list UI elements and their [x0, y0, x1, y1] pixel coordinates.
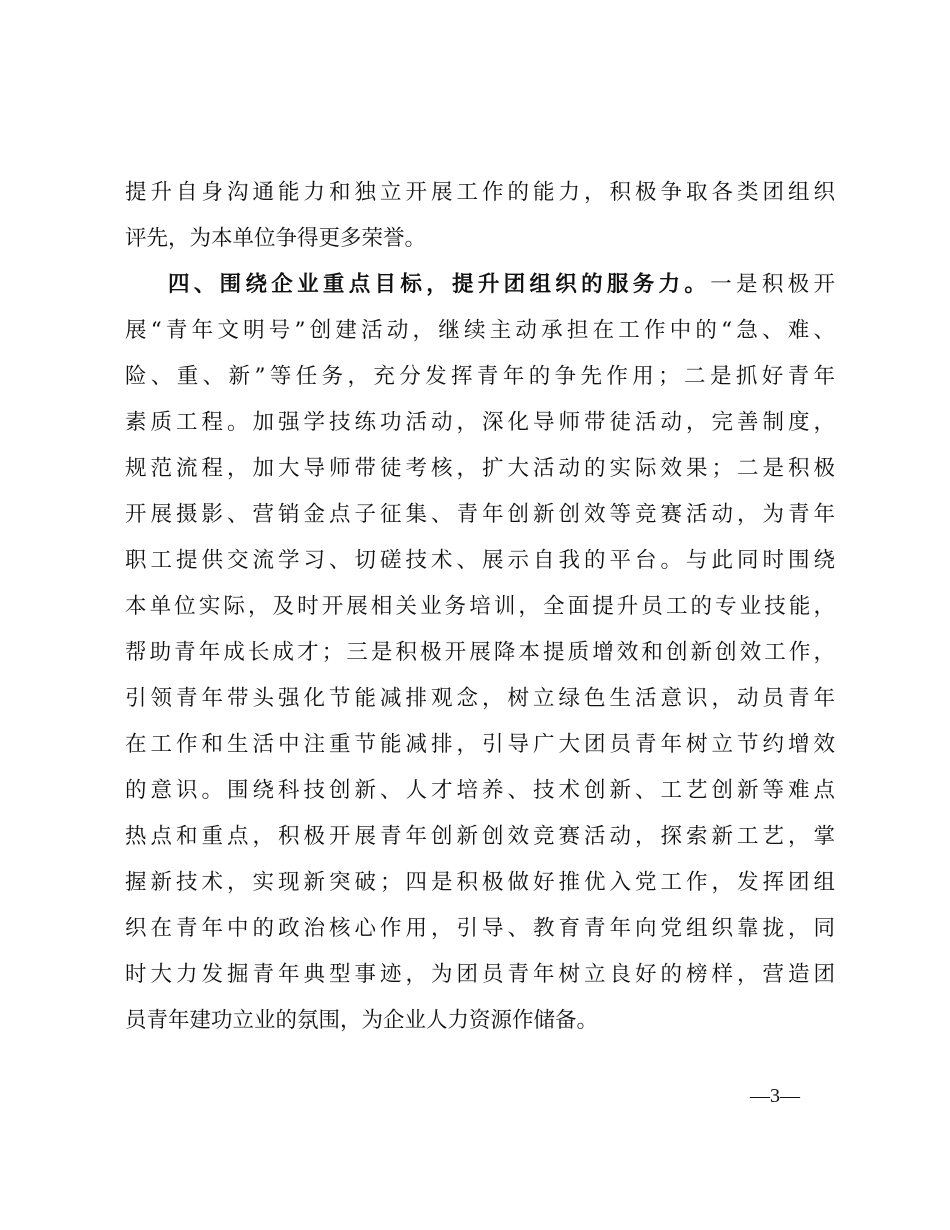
section-heading: 四、围绕企业重点目标，提升团组织的服务力。	[168, 272, 711, 297]
paragraph2-line: 职工提供交流学习、切磋技术、展示自我的平台。与此同时围绕	[125, 548, 835, 573]
paragraph2-line: 险、重、新”等任务，充分发挥青年的争先作用；二是抓好青年	[125, 364, 835, 389]
paragraph2-line: 本单位实际，及时开展相关业务培训，全面提升员工的专业技能，	[125, 594, 835, 619]
paragraph1-line-1: 提升自身沟通能力和独立开展工作的能力，积极争取各类团组织	[125, 180, 835, 205]
paragraph2-line: 在工作和生活中注重节能减排，引导广大团员青年树立节约增效	[125, 732, 835, 757]
paragraph2-line: 织在青年中的政治核心作用，引导、教育青年向党组织靠拢，同	[125, 916, 835, 941]
paragraph2-line: 帮助青年成长成才；三是积极开展降本提质增效和创新创效工作，	[125, 640, 835, 665]
paragraph2-line: 握新技术，实现新突破；四是积极做好推优入党工作，发挥团组	[125, 870, 835, 895]
paragraph2-line: 时大力发掘青年典型事迹，为团员青年树立良好的榜样，营造团	[125, 962, 835, 987]
paragraph2-first-line	[168, 268, 835, 302]
page-number: —3—	[750, 1085, 800, 1107]
paragraph2-line: 开展摄影、营销金点子征集、青年创新创效等竞赛活动，为青年	[125, 502, 835, 527]
paragraph2-line: 素质工程。加强学技练功活动，深化导师带徒活动，完善制度，	[125, 410, 835, 435]
paragraph2-first-line-rest: 一是积极开	[710, 272, 835, 297]
paragraph1-line-2: 评先，为本单位争得更多荣誉。	[125, 226, 427, 251]
paragraph2-line: 规范流程，加大导师带徒考核，扩大活动的实际效果；二是积极	[125, 456, 835, 481]
paragraph2-line: 热点和重点，积极开展青年创新创效竞赛活动，探索新工艺，掌	[125, 824, 835, 849]
paragraph2-line: 引领青年带头强化节能减排观念，树立绿色生活意识，动员青年	[125, 686, 835, 711]
paragraph2-line: 展“青年文明号”创建活动，继续主动承担在工作中的“急、难、	[125, 318, 835, 343]
paragraph2-line: 的意识。围绕科技创新、人才培养、技术创新、工艺创新等难点	[125, 778, 835, 803]
paragraph2-line-last: 员青年建功立业的氛围，为企业人力资源作储备。	[125, 1008, 599, 1033]
